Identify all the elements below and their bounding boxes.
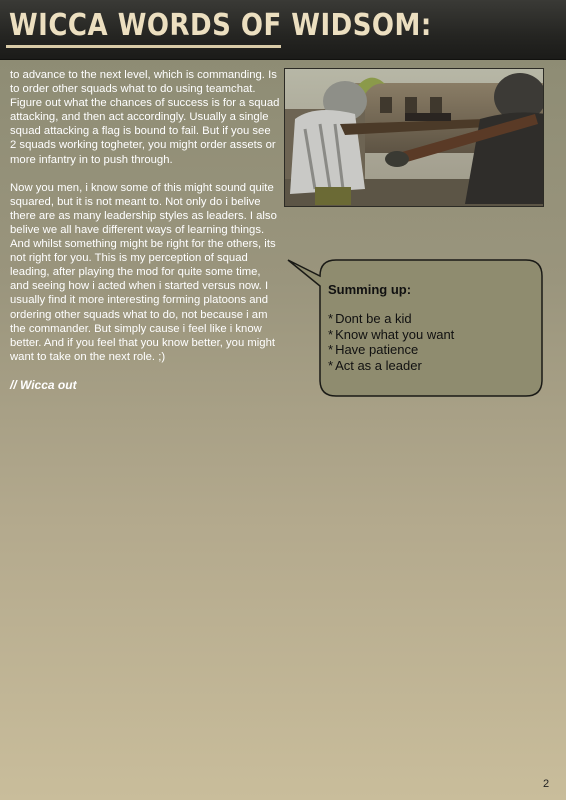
bullet-mark: * — [328, 357, 334, 373]
summary-item: * Dont be a kid — [328, 311, 412, 326]
page-title: WICCA WORDS OF WIDSOM: — [9, 8, 432, 44]
page-number: 2 — [543, 778, 550, 790]
article-body — [10, 68, 280, 392]
game-screenshot — [284, 68, 544, 207]
summary-list — [328, 311, 538, 373]
summary-content — [328, 282, 538, 373]
bullet-mark: * — [328, 326, 334, 342]
author-signoff: // Wicca out — [10, 377, 77, 392]
summary-title: Summing up: — [328, 282, 412, 297]
title-underline — [6, 45, 281, 48]
page-header — [0, 0, 566, 60]
summary-item: * Act as a leader — [328, 357, 422, 373]
summary-item: * Know what you want — [328, 326, 455, 342]
bullet-mark: * — [328, 342, 334, 357]
article-paragraph: Now you men, i know some of this might sound quite squared, but it is not meant to. Not only do i belive there are as many leadership styles as leaders. I also belive we all have different ways of learning things. And whilst something might be right for the others, its not right for you. This is my perception of squad leading, after playing the mod for quite some time, and seeing how i acted when i started versus now. I usually find it more interesting forming platoons and ordering other squads what to do, not because i am the commander. But simply cause i feel like i know better. And if you feel that you know better, you might want to take on the next role. ;) — [10, 181, 277, 363]
summary-callout — [286, 256, 546, 400]
summary-item: * Have patience — [328, 342, 419, 357]
article-paragraph: to advance to the next level, which is commanding. Is to order other squads what to do using teamchat. Figure out what the chances of success is for a squad attacking, and then act accordingly. Usually a single squad attacking a flag is bound to fail. But if you see 2 squads working togheter, you might order assets or more infantry in to push through. — [10, 69, 280, 166]
soldiers-image — [285, 69, 544, 207]
bullet-mark: * — [328, 311, 334, 326]
